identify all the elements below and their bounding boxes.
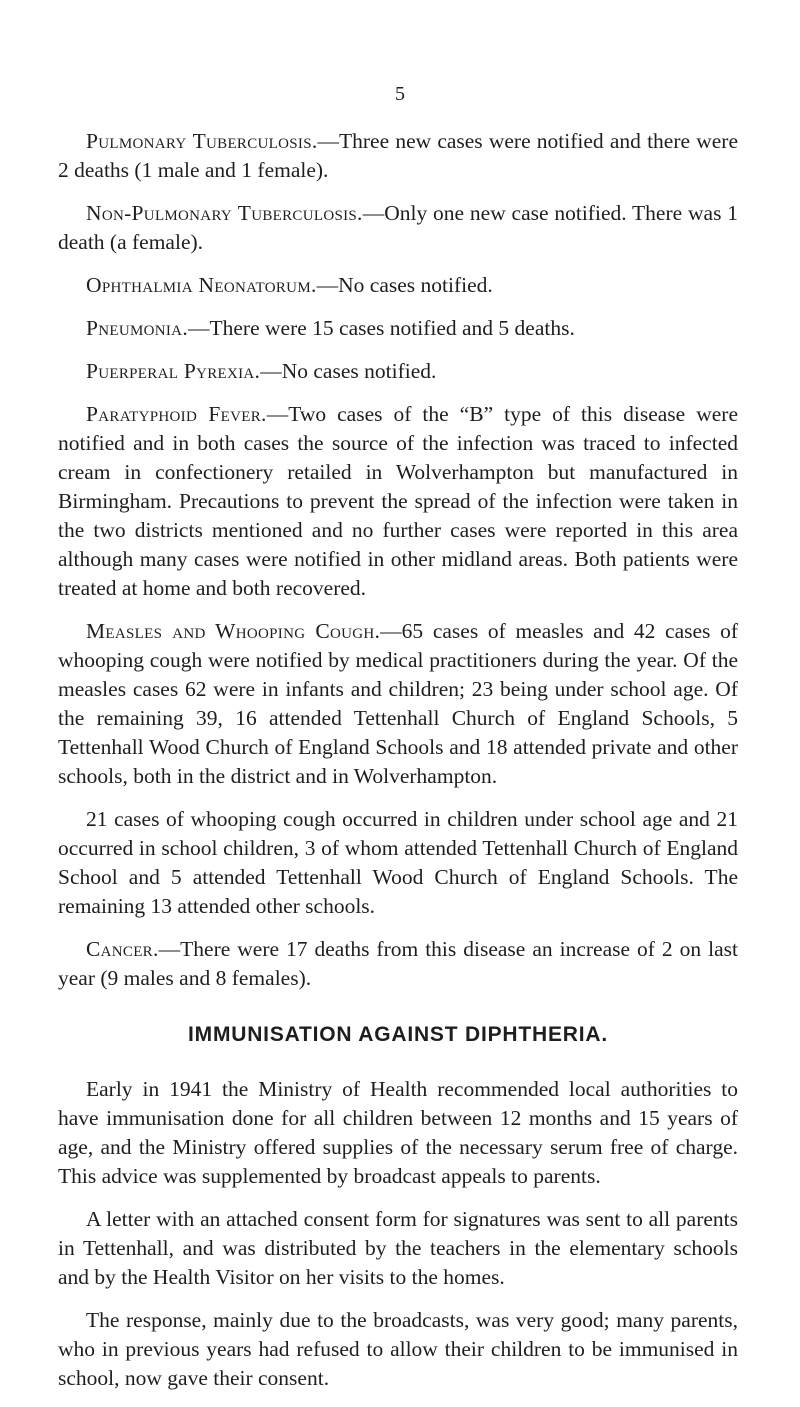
paragraph-text: —No cases notified. — [260, 359, 437, 383]
paragraph-immunisation-2: A letter with an attached consent form for signatures was sent to all parents in Tettenhall, and was distributed by the teachers in the elementary schools and by the Health Visitor on her visits to the homes. — [58, 1207, 738, 1289]
paragraph-paratyphoid-fever — [58, 400, 738, 603]
paragraph-pneumonia — [58, 314, 738, 343]
paragraph-text: 21 cases of whooping cough occurred in children under school age and 21 occurred in school children, 3 of whom attended Tettenhall Church of England School and 5 attended Tettenhall Wood Church of England Schools. The remaining 13 attended other schools. — [58, 807, 738, 918]
paragraph-measles-whooping-cough — [58, 617, 738, 791]
page-number: 5 — [395, 83, 405, 105]
paragraph-text: —Three new cases were notified and there were 2 deaths (1 male and 1 female). — [58, 129, 738, 182]
page-content — [58, 127, 738, 1407]
paragraph-text: —There were 15 cases notified and 5 deaths. — [188, 316, 575, 340]
term: Pneumonia. — [86, 316, 188, 340]
paragraph-text: —No cases notified. — [316, 273, 493, 297]
term: Ophthalmia Neonatorum. — [86, 273, 317, 297]
paragraph-non-pulmonary-tuberculosis — [58, 199, 738, 257]
paragraph-whooping-cough-schools — [58, 805, 738, 921]
term: Non-Pulmonary Tuberculosis. — [86, 201, 363, 225]
paragraph-ophthalmia-neonatorum — [58, 271, 738, 300]
paragraph-text: —Only one new case notified. There was 1 death (a female). — [58, 201, 739, 254]
term: Puerperal Pyrexia. — [86, 359, 261, 383]
paragraph-puerperal-pyrexia — [58, 357, 738, 386]
term: Pulmonary Tuberculosis. — [86, 129, 318, 153]
paragraph-text: —65 cases of measles and 42 cases of whooping cough were notified by medical practitioners during the year. Of the measles cases 62 were in infants and children; 23 being under school age. Of the remaining 39, 16 attended Tettenhall Church of England Schools, 5 Tettenhall Wood Church of England Schools and 18 attended private and other schools, both in the district and in Wolverhampton. — [58, 619, 738, 788]
paragraph-immunisation-1: Early in 1941 the Ministry of Health recommended local authorities to have immunisation done for all children between 12 months and 15 years of age, and the Ministry offered supplies of the necessary serum free of charge. This advice was supplemented by broadcast appeals to parents. — [58, 1077, 738, 1188]
term: Measles and Whooping Cough. — [86, 619, 381, 643]
section-heading: IMMUNISATION AGAINST DIPHTHERIA. — [188, 1023, 608, 1046]
paragraph-text: —Two cases of the “B” type of this disease were notified and in both cases the source of the infection was traced to infected cream in confectionery retailed in Wolverhampton but manufactured in Birmingham. Precautions to prevent the spread of the infection were taken in the two districts mentioned and no further cases were reported in this area although many cases were notified in other midland areas. Both patients were treated at home and both recovered. — [58, 402, 738, 600]
paragraph-immunisation-3: The response, mainly due to the broadcasts, was very good; many parents, who in previous years had refused to allow their children to be immunised in school, now gave their consent. — [58, 1308, 738, 1390]
term: Cancer. — [86, 937, 159, 961]
paragraph-text: —There were 17 deaths from this disease an increase of 2 on last year (9 males and 8 females). — [58, 937, 738, 990]
term: Paratyphoid Fever. — [86, 402, 267, 426]
paragraph-cancer — [58, 935, 738, 993]
paragraph-pulmonary-tuberculosis — [58, 127, 738, 185]
